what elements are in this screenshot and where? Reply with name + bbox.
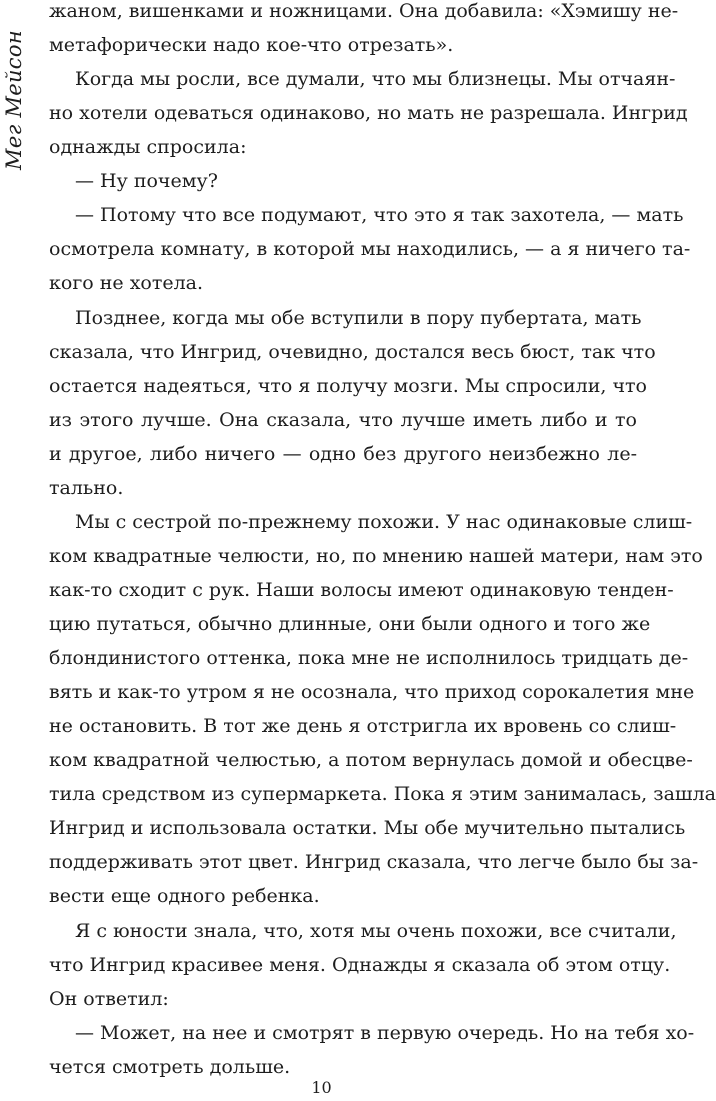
text-line: тила средством из супермаркета. Пока я этим занималась, зашла [49, 783, 716, 805]
text-line: ком квадратной челюстью, а потом вернулась домой и обесцве- [49, 749, 693, 771]
text-line: — Ну почему? [75, 170, 218, 192]
text-line: ком квадратные челюсти, но, по мнению нашей матери, нам это [49, 545, 703, 567]
text-line: из этого лучше. Она сказала, что лучше иметь либо и то [49, 409, 637, 431]
text-line: Он ответил: [49, 988, 169, 1010]
text-line: вести еще одного ребенка. [49, 885, 320, 907]
text-line: кого не хотела. [49, 272, 204, 294]
text-line: осмотрела комнату, в которой мы находились, — а я ничего та- [49, 238, 691, 260]
text-line: Ингрид и использовала остатки. Мы обе мучительно пытались [49, 817, 686, 839]
text-line: Мы с сестрой по-прежнему похожи. У нас одинаковые слиш- [75, 511, 693, 533]
text-line: что Ингрид красивее меня. Однажды я сказала об этом отцу. [49, 954, 671, 976]
text-line: жаном, вишенками и ножницами. Она добавила: «Хэмишу не- [49, 0, 679, 22]
running-head-author: Мег Мейсон [2, 30, 26, 170]
text-line: не остановить. В тот же день я отстригла их вровень со слиш- [49, 715, 677, 737]
text-line: метафорически надо кое-что отрезать». [49, 34, 454, 56]
text-line: поддерживать этот цвет. Ингрид сказала, что легче было бы за- [49, 851, 699, 873]
text-line: как-то сходит с рук. Наши волосы имеют одинаковую тенден- [49, 579, 674, 601]
text-line: Позднее, когда мы обе вступили в пору пубертата, мать [75, 307, 642, 329]
text-line: сказала, что Ингрид, очевидно, достался весь бюст, так что [49, 341, 656, 363]
text-line: — Потому что все подумают, что это я так захотела, — мать [75, 204, 684, 226]
text-line: остается надеяться, что я получу мозги. Мы спросили, что [49, 375, 647, 397]
text-line: цию путаться, обычно длинные, они были одного и того же [49, 613, 651, 635]
running-head [0, 0, 28, 200]
text-line: но хотели одеваться одинаково, но мать не разрешала. Ингрид [49, 102, 688, 124]
text-line: и другое, либо ничего — одно без другого неизбежно ле- [49, 443, 637, 465]
text-line: — Может, на нее и смотрят в первую очередь. Но на тебя хо- [75, 1022, 695, 1044]
text-line: однажды спросила: [49, 136, 247, 158]
page-number: 10 [311, 1078, 332, 1097]
text-line: вять и как-то утром я не осознала, что приход сорокалетия мне [49, 681, 695, 703]
text-line: блондинистого оттенка, пока мне не исполнилось тридцать де- [49, 647, 689, 669]
text-line: чется смотреть дольше. [49, 1056, 291, 1078]
text-line: Когда мы росли, все думали, что мы близнецы. Мы отчаян- [75, 68, 676, 90]
text-line: тально. [49, 477, 124, 499]
text-line: Я с юности знала, что, хотя мы очень похожи, все считали, [75, 920, 677, 942]
